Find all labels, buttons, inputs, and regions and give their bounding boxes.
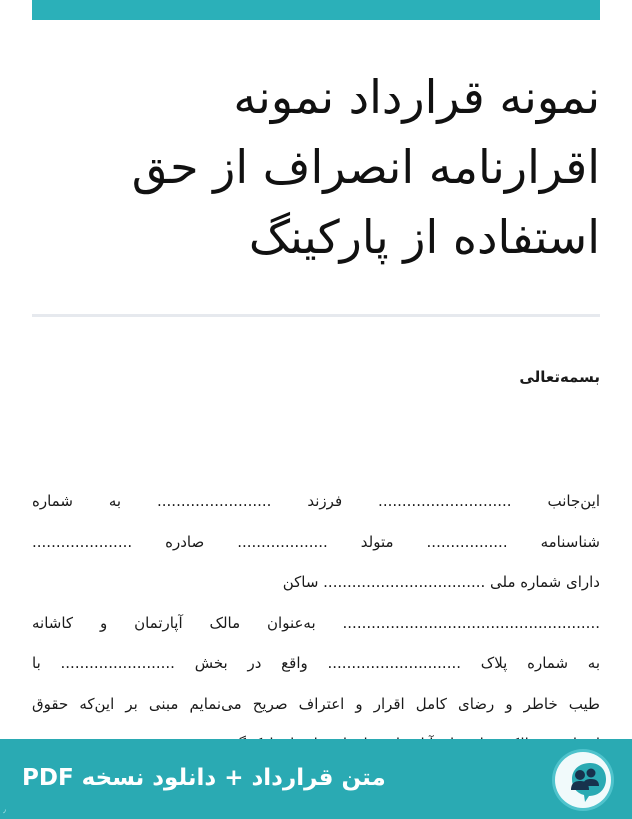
corner-mark: ٫ xyxy=(3,805,6,815)
page-title xyxy=(32,62,600,272)
title-divider xyxy=(32,314,600,317)
title-line: نمونه قرارداد نمونه xyxy=(233,70,600,124)
body-line: ...................................................... به‌عنوان مالک آپارتمان و کاشانه xyxy=(32,613,600,632)
body-line: شناسنامه ................. متولد ................... صادره ..................... xyxy=(32,532,600,551)
title-line: استفاده از پارکینگ xyxy=(248,210,600,264)
body-line: به شماره پلاک ............................ واقع در بخش ........................ با xyxy=(32,654,600,672)
download-link[interactable]: متن قرارداد + دانلود نسخه PDF xyxy=(22,765,386,791)
people-chat-icon xyxy=(552,749,614,811)
bismillah-heading: بسمه‌تعالی xyxy=(519,368,600,386)
body-line: دارای شماره ملی .................................. ساکن xyxy=(282,573,600,591)
body-line: این‌جانب ............................ فرزند ........................ به شماره xyxy=(32,492,600,510)
body-line: طیب خاطر و رضای کامل اقرار و اعتراف صریح می‌نمایم مبنی بر این‌که حقوق xyxy=(32,694,600,713)
contract-body xyxy=(32,484,600,768)
top-accent-bar xyxy=(32,0,600,20)
title-line: اقرارنامه انصراف از حق xyxy=(131,140,600,194)
